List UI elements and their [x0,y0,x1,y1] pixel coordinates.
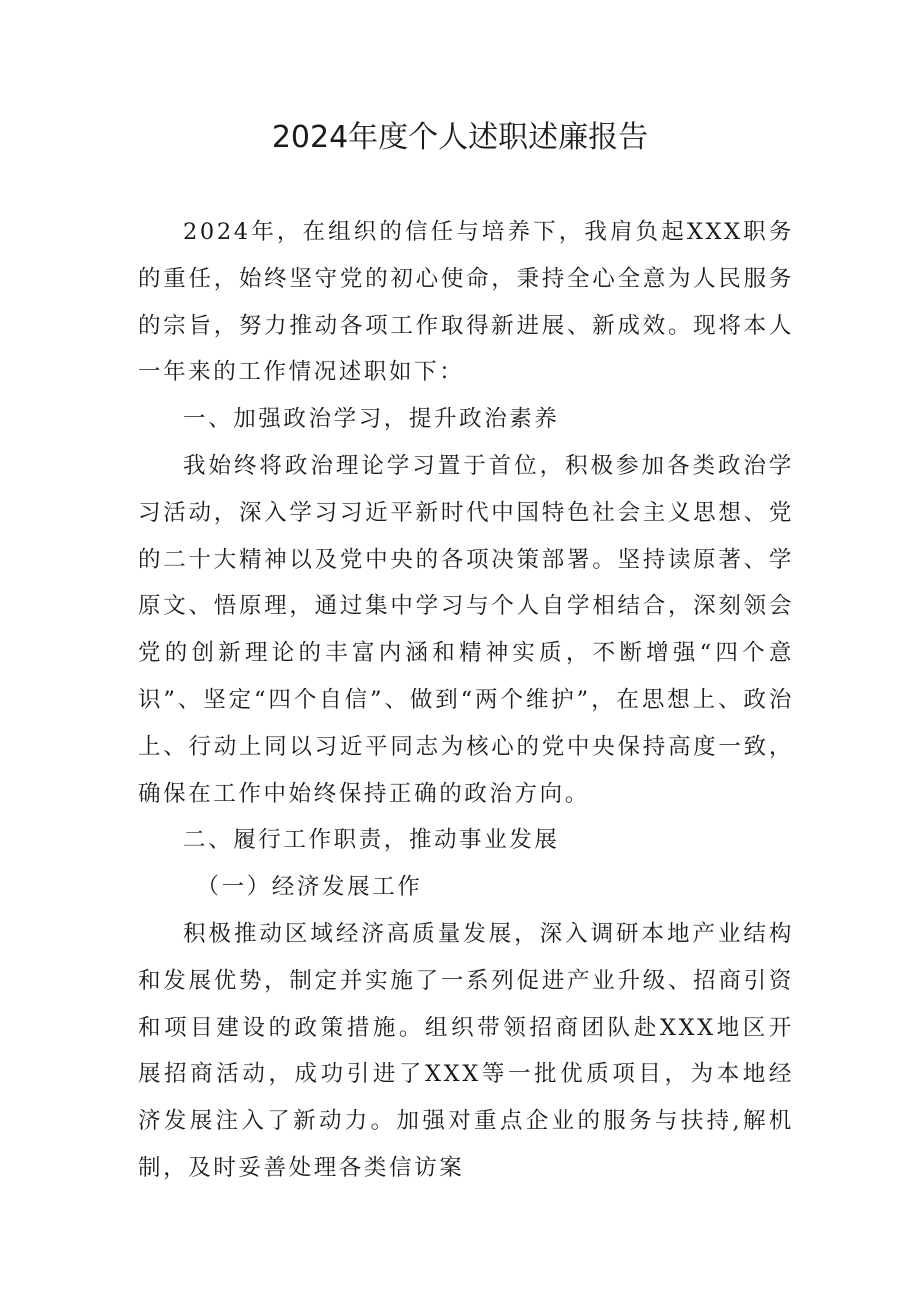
document-title: 2024年度个人述职述廉报告 [271,120,649,155]
section-heading-1: 一、加强政治学习，提升政治素养 [183,406,560,433]
subsection-1-paragraph: 积极推动区域经济高质量发展，深入调研本地产业结构和发展优势，制定并实施了一系列促进产业升级、招商引资和项目建设的政策措施。组织带领招商团队赴XXX地区开展招商活动，成功引进了XXX等一批优质项目，为本地经济发展注入了新动力。加强对重点企业的服务与扶持,解机制，及时妥善处理各类信访案 [138,920,794,1181]
intro-paragraph: 2024年，在组织的信任与培养下，我肩负起XXX职务的重任，始终坚守党的初心使命，秉持全心全意为人民服务的宗旨，努力推动各项工作取得新进展、新成效。现将本人一年来的工作情况述职如下： [138,219,794,386]
section-1-paragraph: 我始终将政治理论学习置于首位，积极参加各类政治学习活动，深入学习习近平新时代中国特色社会主义思想、党的二十大精神以及党中央的各项决策部署。坚持读原著、学原文、悟原理，通过集中学习与个人自学相结合，深刻领会党的创新理论的丰富内涵和精神实质，不断增强“四个意识”、坚定“四个自信”、做到“两个维护”，在思想上、政治上、行动上同以习近平同志为核心的党中央保持高度一致，确保在工作中始终保持正确的政治方向。 [138,452,794,807]
subsection-heading-1: （一）经济发展工作 [196,874,423,901]
document-body [138,209,794,1192]
section-heading-2: 二、履行工作职责，推动事业发展 [183,827,560,854]
